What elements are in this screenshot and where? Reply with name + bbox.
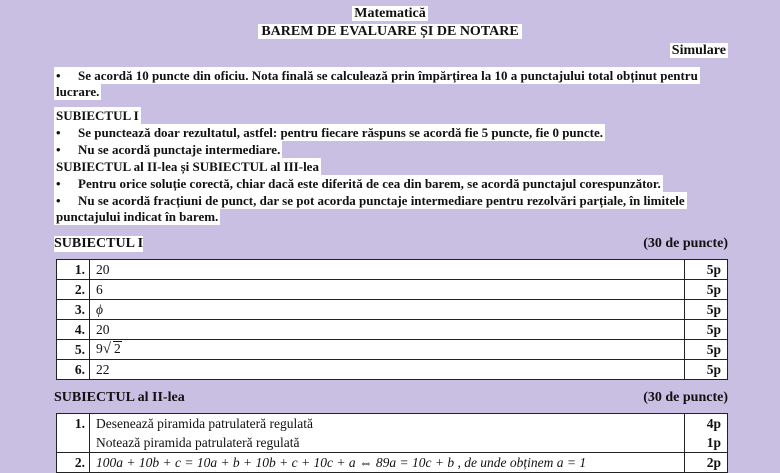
section1-table [56, 259, 728, 380]
subject-title: Matematică [354, 6, 426, 21]
answer-cell: 22 [90, 360, 685, 380]
answer-cell: 6 [90, 280, 685, 300]
table-row: 2. 100a + 10b + c = 10a + b + 10b + c + 10c + a ⇔ 89a = 10c + b , de unde obținem a = 1 2p [57, 453, 728, 473]
table-row: 3. ϕ 5p [57, 300, 728, 320]
s23-heading: SUBIECTUL al II-lea și SUBIECTUL al III-lea [56, 159, 319, 174]
bullet: • [56, 68, 61, 83]
general-rule-1: • Se acordă 10 puncte din oficiu. Nota finală se calculează prin împărțirea la 10 a punctajului total obținut pentru lucrare. [56, 68, 698, 99]
table-row: Notează piramida patrulateră regulată 1p [57, 433, 728, 453]
table-row: 4. 20 5p [57, 320, 728, 340]
section2-table [56, 413, 728, 473]
section1-title: SUBIECTUL I [54, 236, 144, 251]
answer-cell: ϕ [90, 300, 685, 320]
answer-cell: 9√ 2 [90, 340, 685, 360]
table-row: 2. 6 5p [57, 280, 728, 300]
section2-header [52, 390, 728, 408]
section2-points: (30 de puncte) [643, 390, 728, 405]
table-row: 5. 9√ 2 5p [57, 340, 728, 360]
s1-rule-2: • Nu se acordă punctaje intermediare. [56, 142, 281, 157]
section1-points: (30 de puncte) [643, 236, 728, 251]
section2-title: SUBIECTUL al II-lea [54, 390, 185, 405]
s1-heading: SUBIECTUL I [56, 108, 139, 123]
variant-label: Simulare [671, 43, 726, 58]
table-row: 1. Desenează piramida patrulateră regulată 4p [57, 414, 728, 434]
answer-cell: 20 [90, 320, 685, 340]
table-row: 6. 22 5p [57, 360, 728, 380]
document-title: BAREM DE EVALUARE ȘI DE NOTARE [0, 24, 780, 40]
section1-header [52, 236, 728, 254]
s1-rule-1: • Se punctează doar rezultatul, astfel: pentru fiecare răspuns se acordă fie 5 puncte, fie 0 puncte. [56, 125, 604, 140]
s23-rule-1: • Pentru orice soluție corectă, chiar dacă este diferită de cea din barem, se acordă punctajul corespunzător. [56, 176, 661, 191]
table-row: 1. 20 5p [57, 260, 728, 280]
answer-cell: 20 [90, 260, 685, 280]
s23-rule-2: • Nu se acordă fracțiuni de punct, dar se pot acorda punctaje intermediare pentru rezolvări parțiale, în limitele punctajului indicat în barem. [56, 193, 685, 224]
